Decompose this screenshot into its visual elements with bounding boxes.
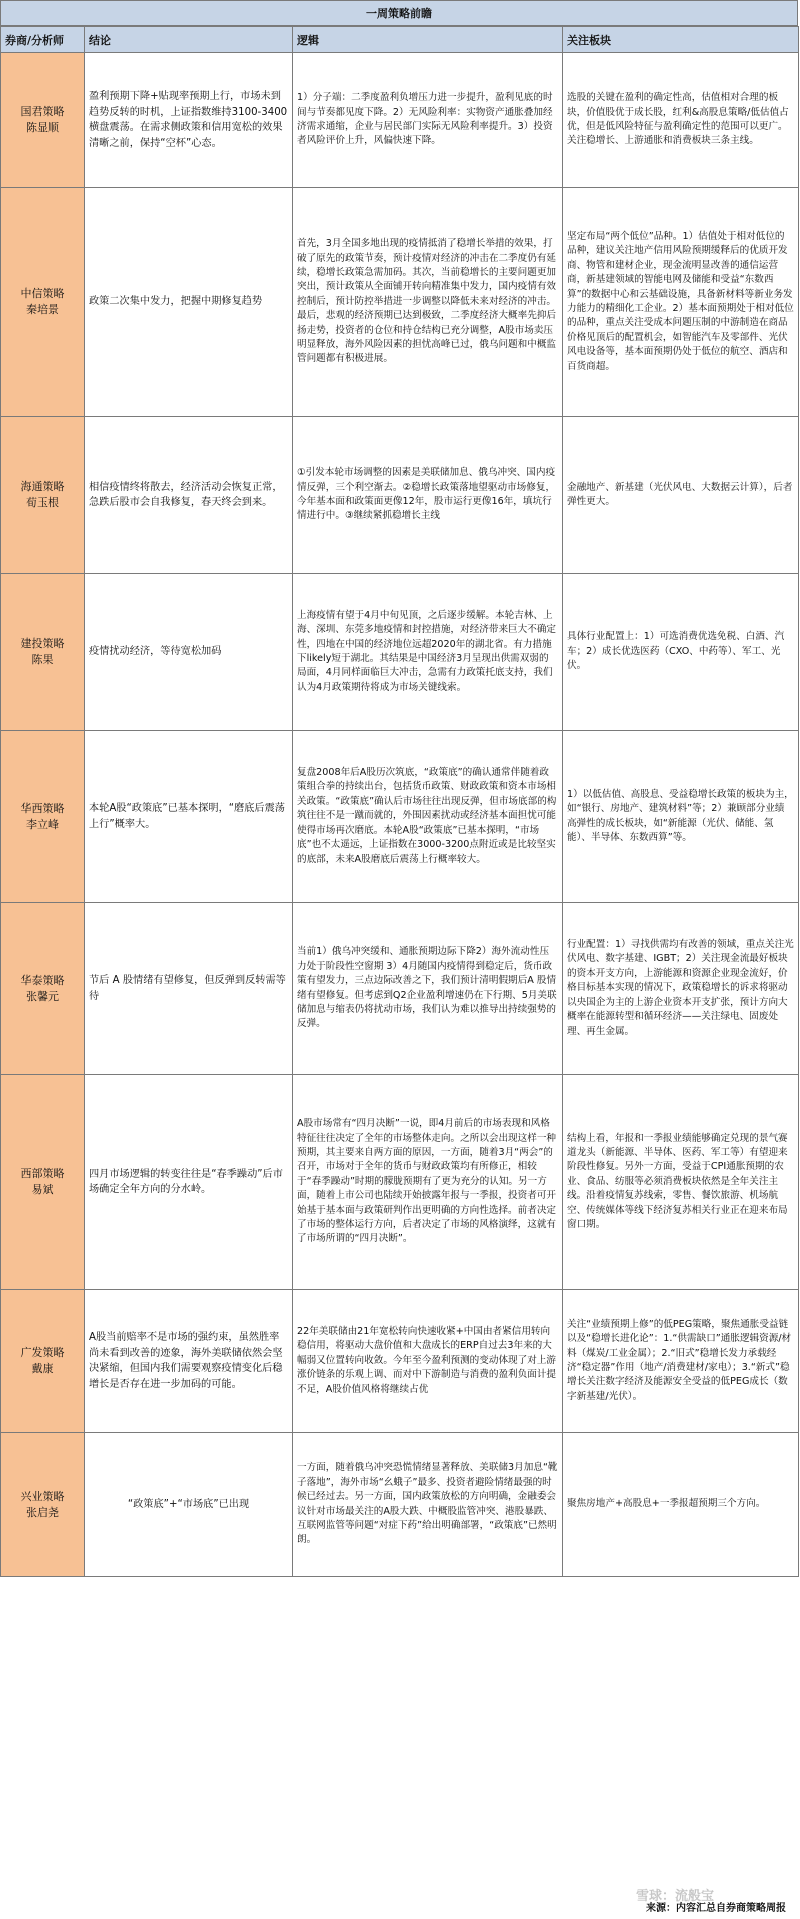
table-row: [1, 1433, 799, 1577]
source-text: 来源：内容汇总自券商策略周报: [646, 1903, 786, 1914]
header-logic: 逻辑: [293, 27, 563, 53]
conclusion-cell: 政策二次集中发力，把握中期修复趋势: [85, 188, 293, 417]
broker-name: 广发策略: [20, 1346, 65, 1359]
logic-cell: 上海疫情有望于4月中旬见顶，之后逐步缓解。本轮吉林、上海、深圳、东莞多地疫情和封控措施，对经济带来巨大不确定性，四地在中国的经济地位远超2020年的湖北省。有力措施下likely短于湖北。其结果是中国经济3月呈现出供需双弱的局面，4月同样面临巨大冲击，急需有力政策托底支持，我们认为4月政策期待将成为市场关键线索。: [293, 574, 563, 731]
broker-name: 华泰策略: [20, 973, 65, 987]
broker-name: 中信策略: [20, 287, 65, 300]
analyst-name: 张启尧: [26, 1505, 59, 1519]
table-row: [1, 1290, 799, 1433]
table-row: [1, 188, 799, 417]
focus-cell: 1）以低估值、高股息、受益稳增长政策的板块为主，如“银行、房地产、建筑材料”等；2）兼顾部分业绩高弹性的成长板块，如“新能源（光伏、储能、氢能）、半导体、东数西算”等。: [563, 731, 799, 903]
table-row: [1, 53, 799, 188]
analyst-name: 张馨元: [26, 989, 59, 1003]
focus-cell: 关注“业绩预期上修”的低PEG策略，聚焦通胀受益链以及“稳增长进化论”：1.“供需缺口”通胀逻辑资源/材料（煤炭/工业金属）；2.“旧式”稳增长发力承载经济“稳定器”作用（地产/消费建材/家电）；3.“新式”稳增长关注数字经济及能源安全受益的低PEG成长（数字新基建/光伏）。: [563, 1290, 799, 1433]
conclusion-cell: 四月市场逻辑的转变往往是“春季躁动”后市场确定全年方向的分水岭。: [85, 1075, 293, 1290]
conclusion-cell: A股当前赔率不是市场的强约束，虽然胜率尚未看到改善的迹象，海外美联储依然会坚决紧缩，但国内我们需要观察疫情变化后稳增长是否存在进一步加码的可能。: [85, 1290, 293, 1433]
analyst-name: 易斌: [31, 1183, 54, 1196]
source-note: [0, 1900, 798, 1918]
strategy-table: [0, 26, 799, 1577]
broker-cell: [1, 903, 85, 1075]
table-row: [1, 1075, 799, 1290]
sheet-title: 一周策略前瞻: [0, 0, 798, 26]
header-row: [1, 27, 799, 53]
conclusion-cell: 相信疫情终将散去，经济活动会恢复正常，急跌后股市会自我修复，春天终会到来。: [85, 417, 293, 574]
logic-cell: 首先，3月全国多地出现的疫情抵消了稳增长举措的效果，打破了原先的政策节奏，预计疫情对经济的冲击在二季度仍有延续，稳增长政策急需加码。其次，当前稳增长的主要问题更加突出，预计政策从全面铺开转向精准集中发力，国内疫情有效控制后，预计防控举措进一步调整以降低未来对经济的冲击。最后，悲观的经济预期已达到极致，二季度经济大概率先抑后扬走势，投资者的仓位和持仓结构已充分调整，A股市场卖压明显释放，海外风险因素的担忧高峰已过，俄乌问题和中概监管问题都有积极进展。: [293, 188, 563, 417]
broker-cell: [1, 53, 85, 188]
conclusion-cell: 本轮A股“政策底”已基本探明，“磨底后震荡上行”概率大。: [85, 731, 293, 903]
analyst-name: 陈显顺: [26, 121, 59, 134]
broker-cell: [1, 1075, 85, 1290]
header-broker: 券商/分析师: [1, 27, 85, 53]
analyst-name: 李立峰: [26, 817, 59, 831]
focus-cell: 坚定布局“两个低位”品种。1）估值处于相对低位的品种，建议关注地产信用风险预期缓释后的优质开发商、物管和建材企业，现金流明显改善的通信运营商，新基建领域的智能电网及储能和受益“东数西算”的数据中心和云基础设施，具备新材料等新业务发力能力的精细化工企业。2）基本面预期处于相对低位的品种，重点关注受成本问题压制的中游制造在商品价格见顶后的配置机会，如智能汽车及零部件、光伏风电设备等，基本面预期仍处于低位的航空、酒店和百货商超。: [563, 188, 799, 417]
broker-name: 建投策略: [20, 637, 65, 650]
analyst-name: 陈果: [31, 653, 54, 666]
analyst-name: 秦培景: [26, 303, 59, 316]
broker-cell: [1, 188, 85, 417]
conclusion-cell: 盈利预期下降+贴现率预期上行，市场未到趋势反转的时机，上证指数维持3100-3400横盘震荡。在需求侧政策和信用宽松的效果清晰之前，保持“空杯”心态。: [85, 53, 293, 188]
table-row: [1, 574, 799, 731]
focus-cell: 聚焦房地产+高股息+一季报超预期三个方向。: [563, 1433, 799, 1577]
conclusion-cell: 疫情扰动经济，等待宽松加码: [85, 574, 293, 731]
focus-cell: 结构上看，年报和一季报业绩能够确定兑现的景气赛道龙头（新能源、半导体、医药、军工等）有望迎来阶段性修复。另外一方面，受益于CPI通胀预期的农业、食品、纺服等必须消费板块依然是全年关注主线。沿着疫情复苏线索，零售、餐饮旅游、机场航空、传统媒体等线下经济复苏相关行业正在迎来布局窗口期。: [563, 1075, 799, 1290]
conclusion-cell: “政策底”+“市场底”已出现: [85, 1433, 293, 1577]
logic-cell: 1）分子端：二季度盈利负增压力进一步提升，盈利见底的时间与节奏都见度下降。2）无风险利率：实物资产通胀叠加经济需求通缩，企业与居民部门实际无风险利率提升。3）投资者风险评价上升，风偏快速下降。: [293, 53, 563, 188]
focus-cell: 具体行业配置上：1）可选消费优选免税、白酒、汽车；2）成长优选医药（CXO、中药等）、军工、光伏。: [563, 574, 799, 731]
focus-cell: 金融地产、新基建（光伏风电、大数据云计算），后者弹性更大。: [563, 417, 799, 574]
broker-name: 兴业策略: [20, 1489, 65, 1503]
analyst-name: 荀玉根: [26, 496, 59, 509]
table-row: [1, 417, 799, 574]
logic-cell: A股市场常有“四月决断”一说，即4月前后的市场表现和风格特征往往决定了全年的市场整体走向。之所以会出现这样一种预期，其主要来自两方面的原因，一方面，随着3月“两会”的召开，市场对于全年的货币与财政政策均有所修正，相较于“春季躁动”时期的朦胧预期有了更为充分的认知。另一方面，随着上市公司也陆续开始披露年报与一季报，投资者可开始基于基本面与政策研判作出更明确的方向性选择。前者决定了市场的整体运行方向，后者决定了市场的风格演绎，这就有了市场所谓的“四月决断”。: [293, 1075, 563, 1290]
broker-cell: [1, 1433, 85, 1577]
broker-name: 西部策略: [20, 1167, 65, 1180]
broker-cell: [1, 574, 85, 731]
broker-cell: [1, 417, 85, 574]
focus-cell: 选股的关键在盈利的确定性高，估值相对合理的板块，价值股优于成长股，红利&高股息策略/低估值占优，但是低风险特征与盈利确定性的范围可以更广。关注稳增长、上游通胀和消费板块三条主线。: [563, 53, 799, 188]
watermark-text: 雪球：流般宝: [636, 1889, 715, 1904]
broker-name: 华西策略: [20, 801, 65, 815]
focus-cell: 行业配置：1）寻找供需均有改善的领域，重点关注光伏风电、数字基建、IGBT；2）关注现金流最好板块的资本开支方向，上游能源和资源企业现金流好，价格目标基本实现的情况下，政策稳增长的诉求将驱动以央国企为主的上游企业资本开支扩张，预计方向大概率在能源转型和循环经济——关注绿电、固废处理、再生金属。: [563, 903, 799, 1075]
broker-name: 海通策略: [20, 480, 65, 493]
logic-cell: 一方面，随着俄乌冲突恐慌情绪显著释放、美联储3月加息“靴子落地”，海外市场“幺蛾子”最多、投资者避险情绪最强的时候已经过去。另一方面，国内政策放松的方向明确，金融委会议针对市场最关注的A股大跌、中概股监管冲突、港股暴跌、互联网监管等问题“对症下药”给出明确部署，“政策底”已然明朗。: [293, 1433, 563, 1577]
header-conclusion: 结论: [85, 27, 293, 53]
logic-cell: 22年美联储由21年宽松转向快速收紧+中国由者紧信用转向稳信用，将驱动大盘价值和大盘成长的ERP自过去3年来的大幅弱又位置转向收敛。今年至今盈利预测的变动体现了对上游涨价链条的乐观上调、而对中下游制造与消费的盈利负面计提不足，A股价值风格将继续占优: [293, 1290, 563, 1433]
table-row: [1, 731, 799, 903]
broker-cell: [1, 731, 85, 903]
logic-cell: ①引发本轮市场调整的因素是美联储加息、俄乌冲突、国内疫情反弹，三个利空渐去。②稳增长政策落地望驱动市场修复，今年基本面和政策面更像12年，股市运行更像16年，填坑行情进行中。③继续紧抓稳增长主线: [293, 417, 563, 574]
broker-cell: [1, 1290, 85, 1433]
analyst-name: 戴康: [31, 1362, 54, 1375]
logic-cell: 当前1）俄乌冲突缓和、通胀预期边际下降2）海外流动性压力处于阶段性空窗期 3）4月随国内疫情得到稳定后，货币政策有望发力，三点边际改善之下，我们预计清明假期后A 股情绪有望修复。但考虑到Q2企业盈利增速仍在下行期、5月美联储加息与缩表仍将扰动市场，我们认为难以推导出持续强势的反弹。: [293, 903, 563, 1075]
header-focus: 关注板块: [563, 27, 799, 53]
table-row: [1, 903, 799, 1075]
conclusion-cell: 节后 A 股情绪有望修复，但反弹到反转需等待: [85, 903, 293, 1075]
broker-name: 国君策略: [20, 105, 65, 118]
logic-cell: 复盘2008年后A股历次筑底，“政策底”的确认通常伴随着政策组合拳的持续出台，包括货币政策、财政政策和资本市场相关政策。“政策底”确认后市场往往出现反弹，但市场底部的构筑往往不是一蹴而就的，外围因素扰动或经济基本面担忧可能使得市场再次磨底。本轮A股“政策底”已基本探明，“市场底”也不太遥远，上证指数在3000-3200点附近或是比较坚实的底部，未来A股磨底后震荡上行概率较大。: [293, 731, 563, 903]
